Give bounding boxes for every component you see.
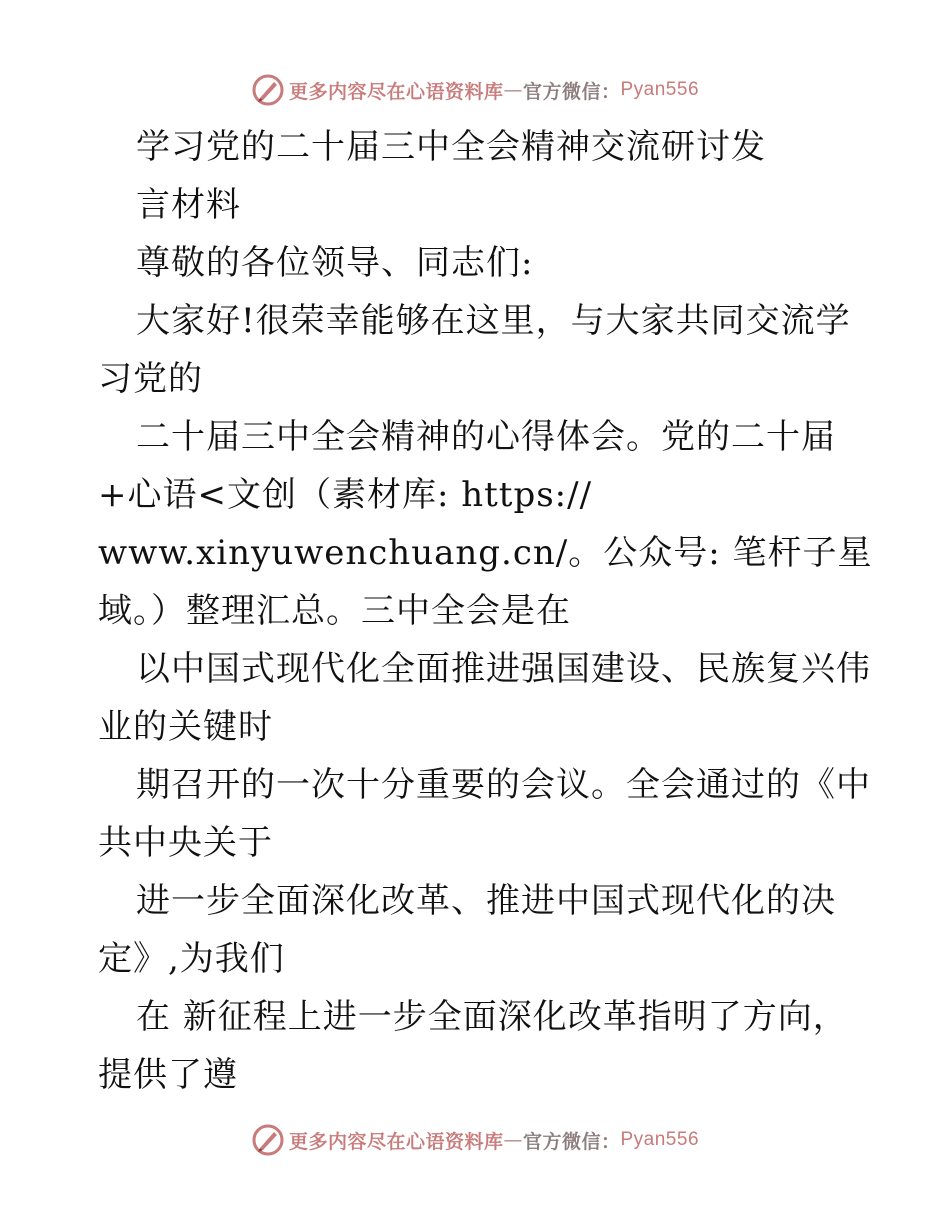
banner-dash: — (503, 79, 523, 101)
text-line: 提供了遵 (98, 1055, 238, 1095)
pen-circle-logo-icon (251, 1123, 285, 1157)
text-line: 习党的 (98, 359, 203, 399)
banner-wechat-id: Pyan556 (620, 79, 700, 100)
text-line: www.xinyuwenchuang.cn/。公众号: 笔杆子星 (98, 533, 873, 573)
text-line: 大家好!很荣幸能够在这里，与大家共同交流学 (136, 301, 851, 341)
text-line: 在 新征程上进一步全面深化改革指明了方向， (136, 997, 848, 1037)
text-line: 定》,为我们 (98, 939, 285, 979)
text-line: 域。）整理汇总。三中全会是在 (98, 591, 571, 631)
text-line: 学习党的二十届三中全会精神交流研讨发 (136, 127, 766, 167)
text-line: 共中央关于 (98, 823, 273, 863)
banner-dash: — (503, 1129, 523, 1151)
text-line: 二十届三中全会精神的心得体会。党的二十届 (136, 417, 836, 457)
pen-circle-logo-icon (251, 73, 285, 107)
text-line: +心语<文创（素材库: https:// (98, 475, 593, 515)
document-body (98, 118, 888, 1104)
banner-wechat-label: 官方微信： (522, 1130, 621, 1153)
footer-banner (0, 1120, 950, 1160)
text-line: 业的关键时 (98, 707, 273, 747)
text-line: 进一步全面深化改革、推进中国式现代化的决 (136, 881, 836, 921)
banner-site-name: 更多内容尽在心语资料库 (288, 1130, 504, 1153)
banner-wechat-id: Pyan556 (620, 1129, 700, 1150)
banner-wechat-label: 官方微信： (522, 80, 621, 103)
header-banner (0, 70, 950, 110)
banner-site-name: 更多内容尽在心语资料库 (288, 80, 504, 103)
text-line: 尊敬的各位领导、同志们: (136, 243, 534, 283)
text-line: 期召开的一次十分重要的会议。全会通过的《中 (136, 765, 871, 805)
text-line: 言材料 (136, 185, 241, 225)
text-line: 以中国式现代化全面推进强国建设、民族复兴伟 (136, 649, 871, 689)
